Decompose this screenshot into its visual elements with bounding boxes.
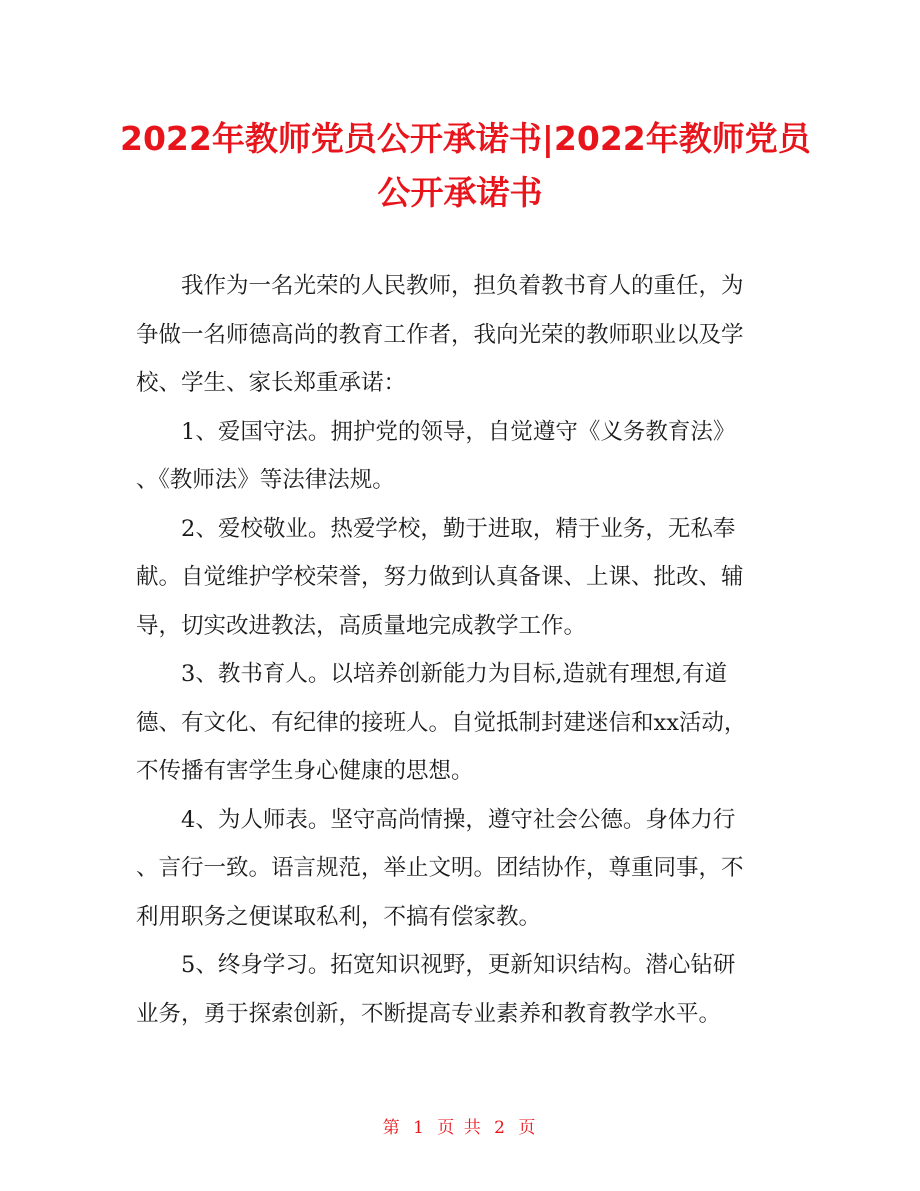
paragraph-line: 导，切实改进教法，高质量地完成教学工作。 <box>136 612 587 639</box>
document-body <box>136 262 784 1038</box>
footer-current-page: 1 <box>413 1118 426 1138</box>
footer-suffix: 页 <box>518 1118 538 1138</box>
paragraph-item-5 <box>136 941 784 1038</box>
paragraph-item-4 <box>136 796 784 942</box>
paragraph-line: 、言行一致。语言规范，举止文明。团结协作，尊重同事，不 <box>136 855 744 881</box>
paragraph-line: 4、为人师表。坚守高尚情操，遵守社会公德。身体力行 <box>181 806 736 833</box>
paragraph-line: 献。自觉维护学校荣誉，努力做到认真备课、上课、批改、辅 <box>136 564 744 590</box>
paragraph-line: 5、终身学习。拓宽知识视野，更新知识结构。潜心钻研 <box>181 952 736 978</box>
paragraph-item-2 <box>136 505 784 651</box>
paragraph-line: 业务，勇于探索创新，不断提高专业素养和教育教学水平。 <box>136 1000 722 1027</box>
paragraph-item-3 <box>136 650 784 796</box>
paragraph-intro <box>136 262 784 408</box>
paragraph-line: 争做一名师德高尚的教育工作者，我向光荣的教师职业以及学 <box>136 321 744 348</box>
paragraph-line: 我作为一名光荣的人民教师，担负着教书育人的重任，为 <box>181 273 744 299</box>
footer-prefix: 第 <box>382 1118 402 1138</box>
footer-middle: 页 共 <box>437 1118 483 1138</box>
paragraph-line: 2、爱校敬业。热爱学校，勤于进取，精于业务，无私奉 <box>181 515 736 542</box>
paragraph-line: 校、学生、家长郑重承诺： <box>136 370 407 396</box>
document-title <box>120 112 811 220</box>
paragraph-line: 德、有文化、有纪律的接班人。自觉抵制封建迷信和xx活动， <box>136 709 747 736</box>
footer-total-pages: 2 <box>494 1118 507 1138</box>
page-footer <box>0 1113 920 1138</box>
paragraph-line: 不传播有害学生身心健康的思想。 <box>136 758 474 784</box>
paragraph-line: 1、爱国守法。拥护党的领导，自觉遵守《义务教育法》 <box>181 418 736 445</box>
paragraph-line: 3、教书育人。以培养创新能力为目标,造就有理想,有道 <box>181 661 728 687</box>
paragraph-line: 、《教师法》等法律法规。 <box>136 467 395 493</box>
title-line-2: 公开承诺书 <box>377 173 543 212</box>
title-line-1: 2022年教师党员公开承诺书|2022年教师党员 <box>120 119 811 158</box>
paragraph-item-1 <box>136 408 784 505</box>
paragraph-line: 利用职务之便谋取私利，不搞有偿家教。 <box>136 903 542 930</box>
